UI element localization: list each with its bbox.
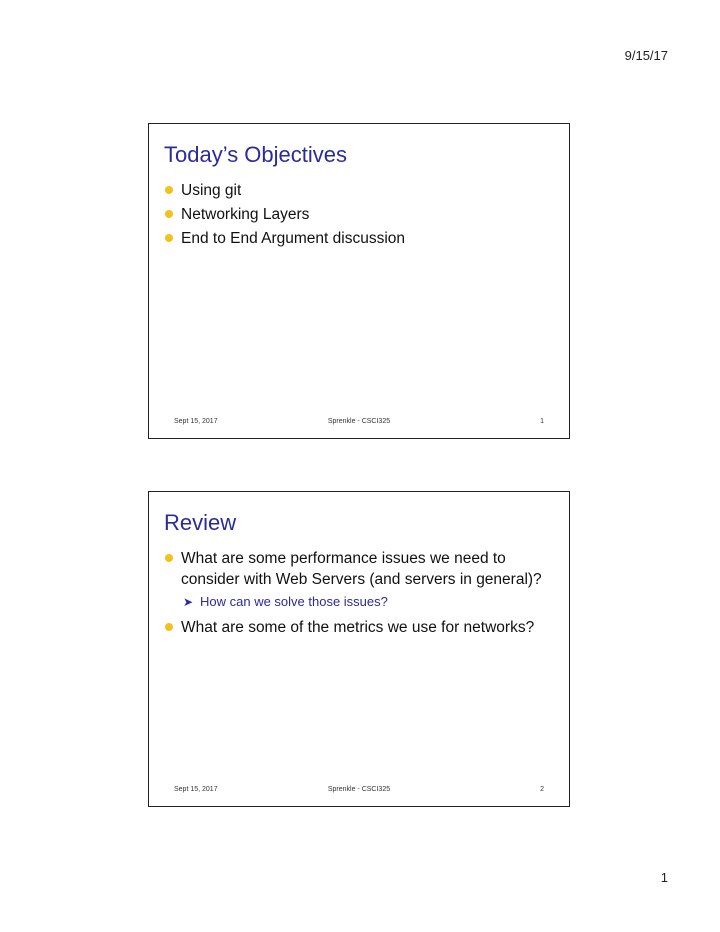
slide-footer-author: Sprenkle - CSCI325 [327, 418, 391, 425]
slide-footer-author: Sprenkle - CSCI325 [327, 786, 391, 793]
bullet-dot-icon [165, 623, 173, 631]
slide-number: 2 [540, 786, 544, 793]
slide-footer-date: Sept 15, 2017 [174, 418, 218, 425]
slide-title: Review [164, 510, 237, 535]
bullet-list [164, 548, 557, 641]
slide-title: Today’s Objectives [164, 142, 348, 167]
bullet-item [164, 617, 557, 638]
sub-bullet-item [164, 593, 557, 611]
slide-2 [148, 491, 570, 807]
bullet-list [164, 180, 557, 252]
bullet-text: What are some performance issues we need to consider with Web Servers (and servers in general)? [181, 550, 542, 588]
bullet-dot-icon [165, 554, 173, 562]
bullet-dot-icon [165, 210, 173, 218]
bullet-dot-icon [165, 234, 173, 242]
bullet-text: What are some of the metrics we use for networks? [181, 619, 535, 636]
slide-footer-date: Sept 15, 2017 [174, 786, 218, 793]
bullet-text: End to End Argument discussion [181, 230, 406, 247]
slide-number: 1 [540, 418, 544, 425]
bullet-item [164, 204, 557, 225]
bullet-text: Using git [181, 182, 242, 199]
bullet-text: Networking Layers [181, 206, 310, 223]
bullet-dot-icon [165, 186, 173, 194]
arrow-right-icon: ➤ [183, 595, 194, 609]
bullet-item [164, 180, 557, 201]
page-number: 1 [660, 870, 668, 885]
slide-footer [149, 786, 569, 798]
sub-bullet-text: How can we solve those issues? [200, 594, 388, 609]
slide-footer [149, 418, 569, 430]
bullet-item [164, 228, 557, 249]
slide-1 [148, 123, 570, 439]
bullet-item [164, 548, 557, 590]
page-header-date: 9/15/17 [624, 48, 668, 63]
